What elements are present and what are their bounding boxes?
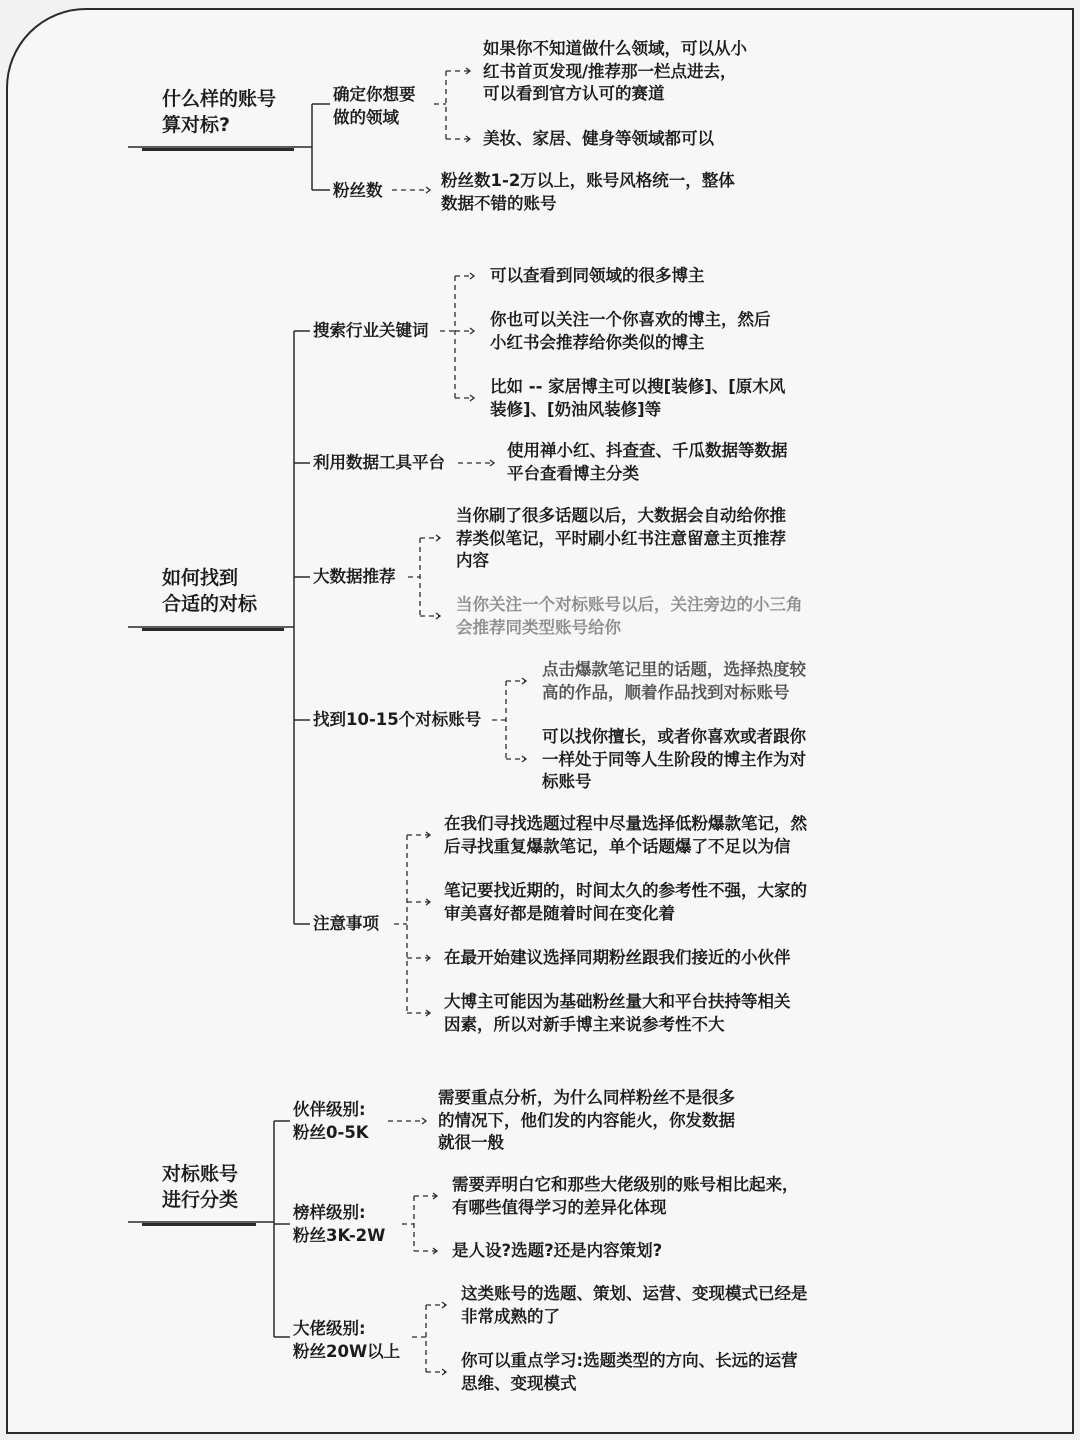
detail-model-2: 是人设?选题?还是内容策划? xyxy=(452,1241,663,1260)
branch-big-data: 大数据推荐 xyxy=(313,567,396,586)
section-3-title: 对标账号 进行分类 xyxy=(162,1163,239,1211)
detail-notes-3: 在最开始建议选择同期粉丝跟我们接近的小伙伴 xyxy=(444,948,791,967)
detail-domain-discover: 如果你不知道做什么领域，可以从小 红书首页发现/推荐那一栏点进去， 可以看到官方认可的赛道 xyxy=(483,39,747,103)
detail-domain-examples: 美妆、家居、健身等领域都可以 xyxy=(483,129,714,148)
detail-notes-1: 在我们寻找选题过程中尽量选择低粉爆款笔记，然 后寻找重复爆款笔记，单个话题爆了不足以为信 xyxy=(444,814,807,856)
detail-data-tools: 使用禅小红、抖查查、千瓜数据等数据 平台查看博主分类 xyxy=(507,441,788,483)
detail-partner: 需要重点分析，为什么同样粉丝不是很多 的情况下，他们发的内容能火，你发数据 就很一般 xyxy=(438,1088,735,1152)
detail-model-1: 需要弄明白它和那些大佬级别的账号相比起来， 有哪些值得学习的差异化体现 xyxy=(452,1175,799,1217)
branch-followers: 粉丝数 xyxy=(333,181,383,200)
branch-domain: 确定你想要 做的领域 xyxy=(333,85,416,127)
branch-find-10-15: 找到10-15个对标账号 xyxy=(313,710,482,729)
detail-notes-4: 大博主可能因为基础粉丝量大和平台扶持等相关 因素，所以对新手博主来说参考性不大 xyxy=(444,992,791,1034)
branch-model-level: 榜样级别: 粉丝3K-2W xyxy=(293,1203,386,1245)
section-2-title: 如何找到 合适的对标 xyxy=(162,567,258,615)
detail-expert-2: 你可以重点学习:选题类型的方向、长远的运营 思维、变现模式 xyxy=(461,1351,798,1393)
detail-notes-2: 笔记要找近期的，时间太久的参考性不强，大家的 审美喜好都是随着时间在变化着 xyxy=(444,881,807,923)
detail-find-2: 可以找你擅长，或者你喜欢或者跟你 一样处于同等人生阶段的博主作为对 标账号 xyxy=(542,727,806,791)
branch-notes: 注意事项 xyxy=(313,914,379,933)
detail-followers: 粉丝数1-2万以上，账号风格统一，整体 数据不错的账号 xyxy=(441,171,735,213)
connector-28 xyxy=(470,328,474,334)
branch-expert-level: 大佬级别: 粉丝20W以上 xyxy=(293,1319,401,1361)
detail-expert-1: 这类账号的选题、策划、运营、变现模式已经是 非常成熟的了 xyxy=(461,1284,808,1326)
section-1-title: 什么样的账号 算对标? xyxy=(162,88,277,136)
branch-search-keywords: 搜索行业关键词 xyxy=(313,321,429,340)
branch-data-tools: 利用数据工具平台 xyxy=(313,453,445,472)
detail-big-data-1: 当你刷了很多话题以后，大数据会自动给你推 荐类似笔记，平时刷小红书注意留意主页推荐 内容 xyxy=(456,506,786,570)
branch-partner-level: 伙伴级别: 粉丝0-5K xyxy=(293,1100,369,1142)
connector-30 xyxy=(470,395,474,401)
connector-26 xyxy=(470,273,474,279)
detail-search-2: 你也可以关注一个你喜欢的博主，然后 小红书会推荐给你类似的博主 xyxy=(490,310,771,352)
detail-search-1: 可以查看到同领域的很多博主 xyxy=(490,266,705,285)
detail-big-data-2: 当你关注一个对标账号以后，关注旁边的小三角 会推荐同类型账号给你 xyxy=(456,595,803,637)
detail-find-1: 点击爆款笔记里的话题，选择热度较 高的作品，顺着作品找到对标账号 xyxy=(542,660,806,702)
detail-search-3: 比如 -- 家居博主可以搜[装修]、[原木风 装修]、[奶油风装修]等 xyxy=(490,377,786,419)
